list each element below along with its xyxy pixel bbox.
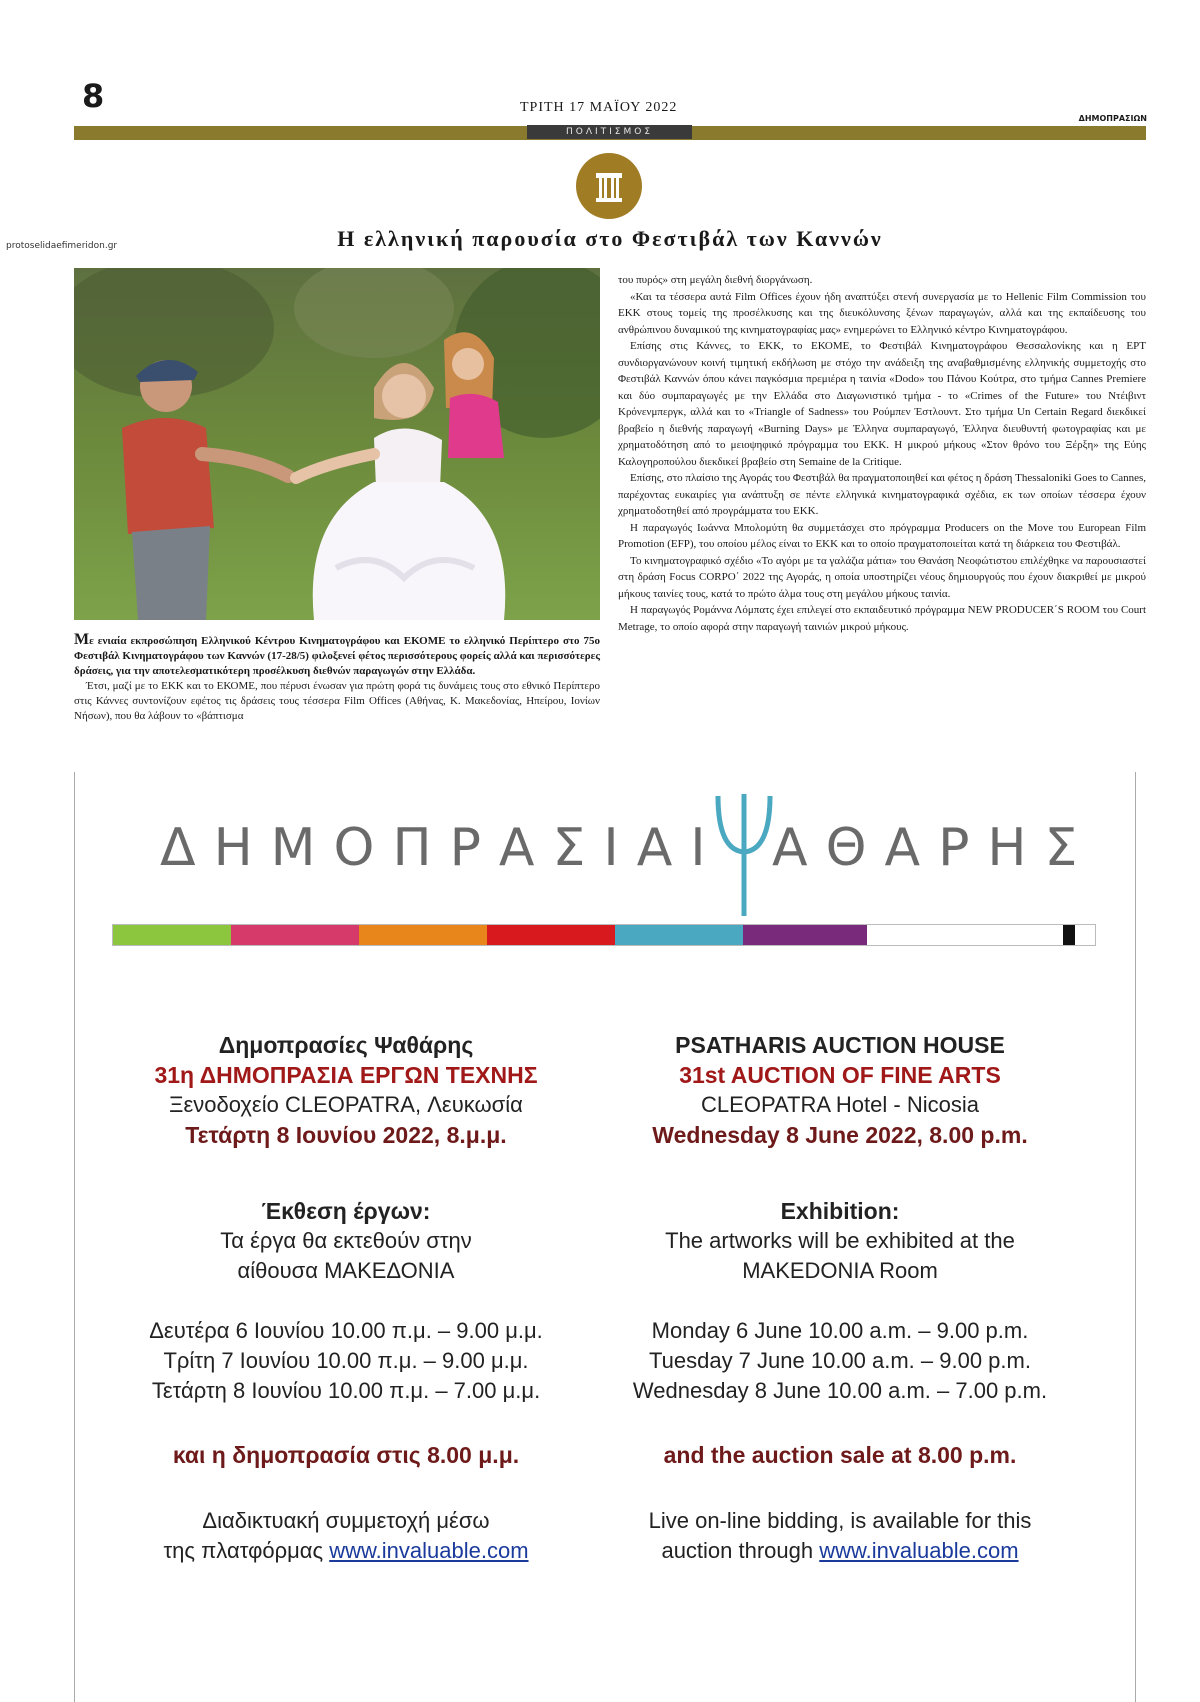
masthead-strip: ΔΗΜΟΠΡΑΣΙΩΝ bbox=[1078, 114, 1147, 123]
article-paragraph: «Και τα τέσσερα αυτά Film Offices έχουν ήδη αναπτύξει στενή συνεργασία με το Hellenic Film Commission του ΕΚΚ στους τομείς της προσέλκυσης και της διευκόλυνσης ξένων παραγωγών, αλλά και της εκπαίδευσης του ανθρώπινου δυναμικού της κινηματογραφίας μας» ενημερώνει το Ελληνικό κέντρο Κινηματογράφου. bbox=[618, 290, 1146, 336]
ad-schedule-day: Wednesday 8 June 10.00 a.m. – 7.00 p.m. bbox=[632, 1378, 1048, 1403]
color-segment bbox=[615, 925, 743, 945]
ad-online-line bbox=[106, 1536, 586, 1566]
ad-auction-name: 31η ΔΗΜΟΠΡΑΣΙΑ ΕΡΓΩΝ ΤΕΧΝΗΣ bbox=[154, 1062, 538, 1088]
ad-schedule-day: Δευτέρα 6 Ιουνίου 10.00 π.μ. – 9.00 μ.μ. bbox=[149, 1318, 543, 1343]
ad-wordmark-right: ΑΘΑΡΗΣ bbox=[772, 818, 1096, 878]
ad-color-bar bbox=[112, 924, 1096, 946]
ad-schedule-day: Tuesday 7 June 10.00 a.m. – 9.00 p.m. bbox=[649, 1348, 1031, 1373]
ad-exhibition-line: Τα έργα θα εκτεθούν στην bbox=[220, 1228, 472, 1253]
ad-online-prefix: της πλατφόρμας bbox=[163, 1538, 330, 1563]
psi-logo-icon bbox=[712, 790, 776, 920]
ad-title: Δημοπρασίες Ψαθάρης bbox=[218, 1032, 474, 1058]
color-segment bbox=[867, 925, 1063, 945]
ad-title: PSATHARIS AUCTION HOUSE bbox=[675, 1032, 1005, 1058]
ad-auction-name: 31st AUCTION OF FINE ARTS bbox=[679, 1062, 1001, 1088]
page-number: 8 bbox=[82, 77, 105, 115]
article-photo bbox=[74, 268, 600, 620]
ad-exhibition-title: Exhibition: bbox=[780, 1198, 900, 1224]
color-segment bbox=[359, 925, 487, 945]
ad-exhibition-line: αίθουσα ΜΑΚΕΔΟΝΙΑ bbox=[237, 1258, 455, 1283]
color-segment bbox=[231, 925, 359, 945]
color-segment bbox=[743, 925, 867, 945]
article-column-right bbox=[618, 272, 1146, 635]
ad-exhibition-title: Έκθεση έργων: bbox=[261, 1198, 431, 1224]
ad-column-greek bbox=[106, 1030, 586, 1566]
article-paragraph: Έτσι, μαζί με το ΕΚΚ και το ΕΚΟΜΕ, που πέρυσι ένωσαν για πρώτη φορά τις δυνάμεις τους στο εθνικό Περίπτερο στις Κάννες συντονίζουν εφέτος τις δράσεις τους τέσσερα Film Offices (Αθήνας, Κ. Μακεδονίας, Ηπείρου, Ιονίων Νήσων), που θα λάβουν το «βάπτισμα bbox=[74, 680, 600, 722]
column-pillar-icon bbox=[576, 153, 642, 219]
ad-sale-time: και η δημοπρασία στις 8.00 μ.μ. bbox=[172, 1442, 520, 1468]
ad-column-english bbox=[600, 1030, 1080, 1566]
ad-venue: Ξενοδοχείο CLEOPATRA, Λευκωσία bbox=[169, 1092, 523, 1117]
color-segment bbox=[487, 925, 615, 945]
site-watermark: protoselidaefimeridon.gr bbox=[6, 241, 118, 251]
ad-wordmark-left: ΔΗΜΟΠΡΑΣΙΑΙ bbox=[160, 818, 724, 878]
dateline: ΤΡΙΤΗ 17 ΜΑΪΟΥ 2022 bbox=[520, 100, 678, 115]
ad-online-prefix: auction through bbox=[661, 1538, 820, 1563]
article-column-left bbox=[74, 632, 600, 724]
lead-initial: Μ bbox=[74, 631, 90, 648]
article-lead bbox=[74, 632, 600, 679]
article-headline: Η ελληνική παρουσία στο Φεστιβάλ των Καννών bbox=[337, 226, 883, 251]
ad-date: Wednesday 8 June 2022, 8.00 p.m. bbox=[652, 1122, 1028, 1148]
ad-schedule-day: Monday 6 June 10.00 a.m. – 9.00 p.m. bbox=[651, 1318, 1029, 1343]
ad-date: Τετάρτη 8 Ιουνίου 2022, 8.μ.μ. bbox=[185, 1122, 507, 1148]
section-label: ΠΟΛΙΤΙΣΜΟΣ bbox=[527, 125, 692, 139]
ad-schedule-day: Τετάρτη 8 Ιουνίου 10.00 π.μ. – 7.00 μ.μ. bbox=[151, 1378, 541, 1403]
ad-schedule-day: Τρίτη 7 Ιουνίου 10.00 π.μ. – 9.00 μ.μ. bbox=[163, 1348, 529, 1373]
article-paragraph: Επίσης, στο πλαίσιο της Αγοράς του Φεστιβάλ θα πραγματοποιηθεί και φέτος η δράση Thessaloniki Goes to Cannes, παρέχοντας ευκαιρίες για ανάπτυξη σε πέντε ελληνικά κινηματογραφικά σχέδια, εκ των οποίων τέσσερα έχουν χρηματοδοτηθεί από προγράμματα του ΕΚΚ. bbox=[618, 472, 1146, 517]
article-paragraph: Η παραγωγός Ιωάννα Μπολομύτη θα συμμετάσχει στο πρόγραμμα Producers on the Move του European Film Promotion (EFP), του οποίου μέλος είναι το ΕΚΚ και το οποίο πραγματοποιείται κατά τη διάρκεια του Φεστιβάλ. bbox=[618, 521, 1146, 550]
ad-sale-time: and the auction sale at 8.00 p.m. bbox=[663, 1442, 1017, 1468]
lead-text: ε ενιαία εκπροσώπηση Ελληνικού Κέντρου Κινηματογράφου και ΕΚΟΜΕ το ελληνικό Περίπτερο στο 75ο Φεστιβάλ Κινηματογράφου των Καννών (17-28/5) φιλοξενεί φέτος περισσότερους φορείς αλλά και περισσότερες δράσεις, για την αποτελεσματικότερη προσέλκυση διεθνών παραγωγών στην Ελλάδα. bbox=[74, 635, 600, 677]
ad-exhibition-line: MAKEDONIA Room bbox=[742, 1258, 938, 1283]
ad-online-line: Διαδικτυακή συμμετοχή μέσω bbox=[202, 1508, 490, 1533]
ad-exhibition-line: The artworks will be exhibited at the bbox=[665, 1228, 1015, 1253]
invaluable-link[interactable]: www.invaluable.com bbox=[819, 1538, 1019, 1563]
ad-online-line: Live on-line bidding, is available for this bbox=[648, 1508, 1032, 1533]
color-segment bbox=[113, 925, 231, 945]
article-paragraph: του πυρός» στη μεγάλη διεθνή διοργάνωση. bbox=[618, 274, 813, 286]
article-paragraph: Το κινηματογραφικό σχέδιο «Το αγόρι με τα γαλάζια μάτια» του Θανάση Νεοφώτιστου επιλέχθηκε να παρουσιαστεί στη δράση Focus CORPO΄ 2022 της Αγοράς, η οποία υποστηρίζει νέους δημιουργούς που έχουν διακριθεί με μικρού μήκους ταινίες τους, κατά το πρώτο άλμα τους στη μεγάλου μήκους ταινία. bbox=[618, 554, 1146, 600]
ad-online-line bbox=[600, 1536, 1080, 1566]
color-segment-end bbox=[1063, 925, 1075, 945]
ad-venue: CLEOPATRA Hotel - Nicosia bbox=[701, 1092, 979, 1117]
invaluable-link[interactable]: www.invaluable.com bbox=[329, 1538, 529, 1563]
article-paragraph: Η παραγωγός Ρομάννα Λόμπατς έχει επιλεγεί στο εκπαιδευτικό πρόγραμμα NEW PRODUCER΄S ROOM του Court Metrage, το οποίο αφορά στην παραγωγή ταινιών μικρού μήκους. bbox=[618, 604, 1146, 633]
article-paragraph: Επίσης στις Κάννες, το ΕΚΚ, το ΕΚΟΜΕ, το Φεστιβάλ Κινηματογράφου Θεσσαλονίκης και η ΕΡΤ συνδιοργανώνουν κοινή τιμητική εκδήλωση με στόχο την ανάδειξη της αναβαθμισμένης ελληνικής συμμετοχής στο Φεστιβάλ Καννών όπου κάνει παγκόσμια πρεμιέρα η ταινία «Dodo» του Πάνου Κούτρα, στο τμήμα Cannes Premiere και δύο συμπαραγωγές με την Ελλάδα στο Διαγωνιστικό τμήμα - το «Crimes of the Future» του Ντέιβιντ Κρόνενμπεργκ, αλλά και το «Triangle of Sadness» του Ρούμπεν Έστλουντ. Στο τμήμα Un Certain Regard διεκδικεί βραβείο η διεθνής παραγωγή «Burning Days» με Έλληνα συμπαραγωγό, Έλληνα διευθυντή φωτογραφίας και με χρηματοδότηση από το μειοψηφικό πρόγραμμα του ΕΚΚ. Η μικρού μήκους «Στον θρόνο του Ξέρξη» της Εύης Καλογηροπούλου διεκδικεί βραβείο στη Semaine de la Critique. bbox=[618, 340, 1146, 468]
